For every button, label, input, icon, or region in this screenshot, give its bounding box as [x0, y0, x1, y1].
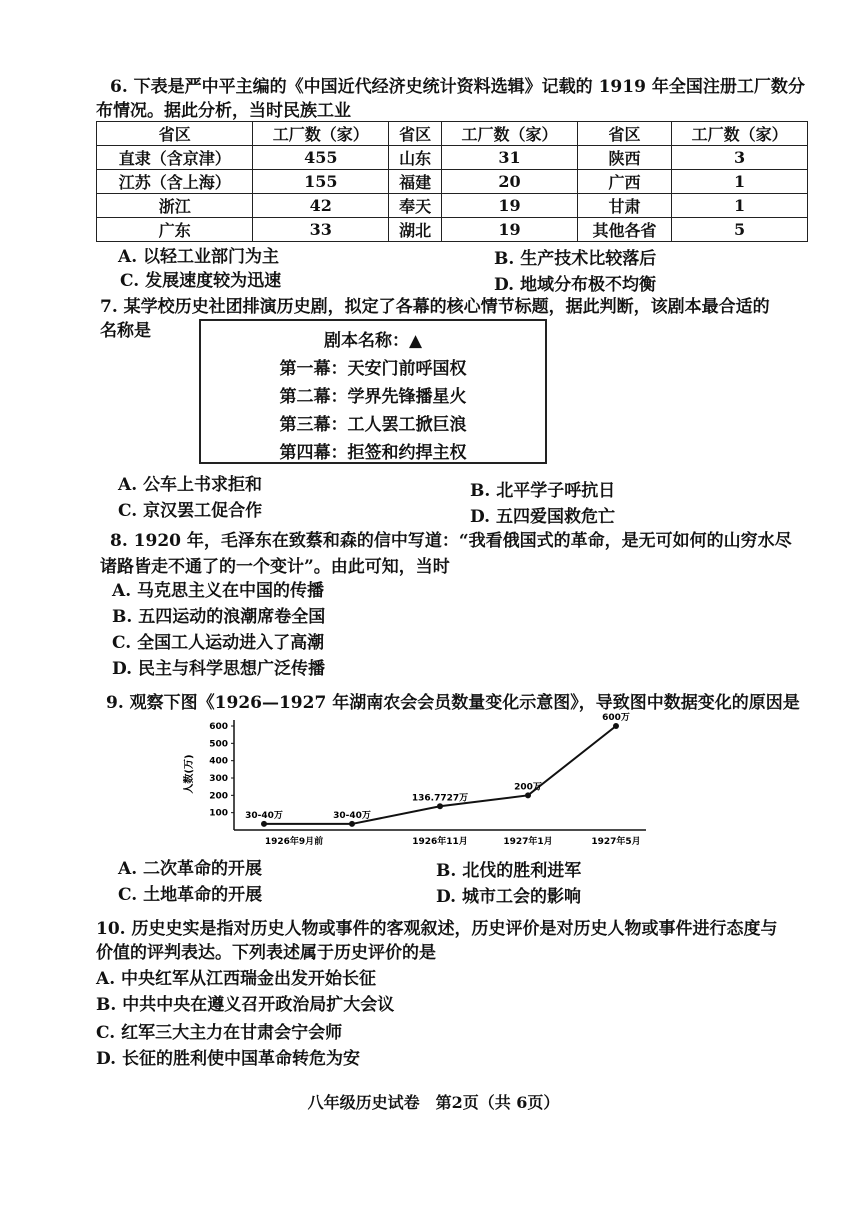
table-cell: 42	[253, 194, 389, 218]
table-header-cell: 工厂数（家）	[253, 122, 389, 146]
table-cell: 1	[672, 170, 808, 194]
q6-option-c: C. 发展速度较为迅速	[120, 271, 282, 291]
table-cell: 直隶（含京津）	[97, 146, 253, 170]
q9-stem-line1: 9. 观察下图《1926—1927 年湖南农会会员数量变化示意图》，导致图中数据变化的原因是	[106, 693, 800, 713]
q9-option-d: D. 城市工会的影响	[436, 887, 581, 907]
q7-option-c: C. 京汉罢工促合作	[118, 501, 263, 521]
table-cell: 20	[442, 170, 578, 194]
table-cell: 山东	[389, 146, 442, 170]
table-cell: 455	[253, 146, 389, 170]
q10-option-c: C. 红军三大主力在甘肃会宁会师	[96, 1023, 343, 1043]
page-footer: 八年级历史试卷 第2页（共 6页）	[307, 1093, 560, 1112]
data-label: 30-40万	[245, 810, 283, 821]
table-cell: 5	[672, 218, 808, 242]
table-header-cell: 工厂数（家）	[442, 122, 578, 146]
q10-stem-line1: 10. 历史史实是指对历史人物或事件的客观叙述，历史评价是对历史人物或事件进行态度与	[96, 919, 778, 939]
membership-line-chart	[176, 712, 656, 872]
table-cell: 江苏（含上海）	[97, 170, 253, 194]
q10-option-b: B. 中共中央在遵义召开政治局扩大会议	[96, 995, 395, 1015]
data-label: 200万	[514, 782, 542, 793]
table-cell: 31	[442, 146, 578, 170]
table-cell: 3	[672, 146, 808, 170]
table-cell: 福建	[389, 170, 442, 194]
data-point	[437, 803, 443, 809]
table-row	[97, 146, 808, 170]
q7-option-d: D. 五四爱国救危亡	[470, 507, 615, 527]
q7-option-b: B. 北平学子呼抗日	[470, 481, 616, 501]
q10-option-d: D. 长征的胜利使中国革命转危为安	[96, 1049, 360, 1069]
q6-option-a: A. 以轻工业部门为主	[118, 247, 280, 267]
q6-stem-line2: 布情况。据此分析，当时民族工业	[96, 101, 351, 121]
script-title-box	[199, 319, 547, 464]
table-cell: 浙江	[97, 194, 253, 218]
q7-stem-line2: 名称是	[100, 321, 151, 341]
table-cell: 陕西	[577, 146, 671, 170]
q8-option-a: A. 马克思主义在中国的传播	[112, 581, 325, 601]
q9-option-b: B. 北伐的胜利进军	[436, 861, 582, 881]
script-act: 第一幕：天安门前呼国权	[279, 359, 467, 379]
table-cell: 湖北	[389, 218, 442, 242]
table-header-cell: 工厂数（家）	[672, 122, 808, 146]
table-cell: 奉天	[389, 194, 442, 218]
table-cell: 155	[253, 170, 389, 194]
q9-option-c: C. 土地革命的开展	[118, 885, 263, 905]
table-row	[97, 218, 808, 242]
y-axis-label: 人数(万)	[184, 754, 195, 794]
data-point	[613, 723, 619, 729]
q8-option-d: D. 民主与科学思想广泛传播	[112, 659, 325, 679]
table-header-row	[97, 122, 808, 146]
q10-stem-line2: 价值的评判表达。下列表述属于历史评价的是	[96, 943, 436, 963]
q10-option-a: A. 中央红军从江西瑞金出发开始长征	[96, 969, 377, 989]
q7-stem-line1: 7. 某学校历史社团排演历史剧，拟定了各幕的核心情节标题，据此判断，该剧本最合适的	[100, 297, 770, 317]
q6-stem-line1: 6. 下表是严中平主编的《中国近代经济史统计资料选辑》记载的 1919 年全国注册工厂数分	[110, 77, 805, 97]
table-header-cell: 省区	[97, 122, 253, 146]
q8-stem-line1: 8. 1920 年，毛泽东在致蔡和森的信中写道：“我看俄国式的革命，是无可如何的山穷水尽	[110, 531, 792, 551]
table-row	[97, 194, 808, 218]
table-cell: 19	[442, 218, 578, 242]
data-point	[261, 821, 267, 827]
table-cell: 甘肃	[577, 194, 671, 218]
q7-option-a: A. 公车上书求拒和	[118, 475, 263, 495]
table-cell: 其他各省	[577, 218, 671, 242]
table-cell: 33	[253, 218, 389, 242]
x-tick-label: 1926年11月	[412, 837, 468, 847]
factory-table	[96, 121, 808, 242]
y-tick-label: 100	[209, 808, 228, 819]
q6-option-d: D. 地域分布极不均衡	[494, 275, 656, 295]
chart-axes	[182, 720, 646, 847]
y-tick-label: 500	[209, 739, 228, 750]
chart-marks	[245, 712, 630, 827]
q8-option-c: C. 全国工人运动进入了高潮	[112, 633, 325, 653]
q6-option-b: B. 生产技术比较落后	[494, 249, 657, 269]
y-tick-label: 200	[209, 791, 228, 802]
table-cell: 广东	[97, 218, 253, 242]
table-cell: 19	[442, 194, 578, 218]
script-act: 第四幕：拒签和约捍主权	[279, 443, 467, 463]
q8-stem-line2: 诸路皆走不通了的一个变计”。由此可知，当时	[100, 557, 450, 577]
data-point	[349, 821, 355, 827]
script-act: 第二幕：学界先锋播星火	[279, 387, 467, 407]
y-tick-label: 400	[209, 756, 228, 767]
table-row	[97, 170, 808, 194]
script-name: 剧本名称：▲	[323, 331, 423, 351]
script-act: 第三幕：工人罢工掀巨浪	[279, 415, 467, 435]
x-tick-label: 1927年1月	[503, 837, 553, 847]
table-header-cell: 省区	[389, 122, 442, 146]
y-tick-label: 600	[209, 722, 228, 732]
table-cell: 1	[672, 194, 808, 218]
table-cell: 广西	[577, 170, 671, 194]
table-header-cell: 省区	[577, 122, 671, 146]
data-label: 136.7727万	[411, 793, 469, 804]
data-label: 600万	[602, 713, 630, 723]
x-tick-label: 1926年9月前	[264, 837, 324, 847]
y-tick-label: 300	[209, 774, 228, 784]
q8-option-b: B. 五四运动的浪潮席卷全国	[112, 607, 326, 627]
data-point	[525, 792, 531, 798]
x-tick-label: 1927年5月	[591, 837, 641, 847]
q9-option-a: A. 二次革命的开展	[118, 859, 263, 879]
data-label: 30-40万	[333, 810, 371, 821]
